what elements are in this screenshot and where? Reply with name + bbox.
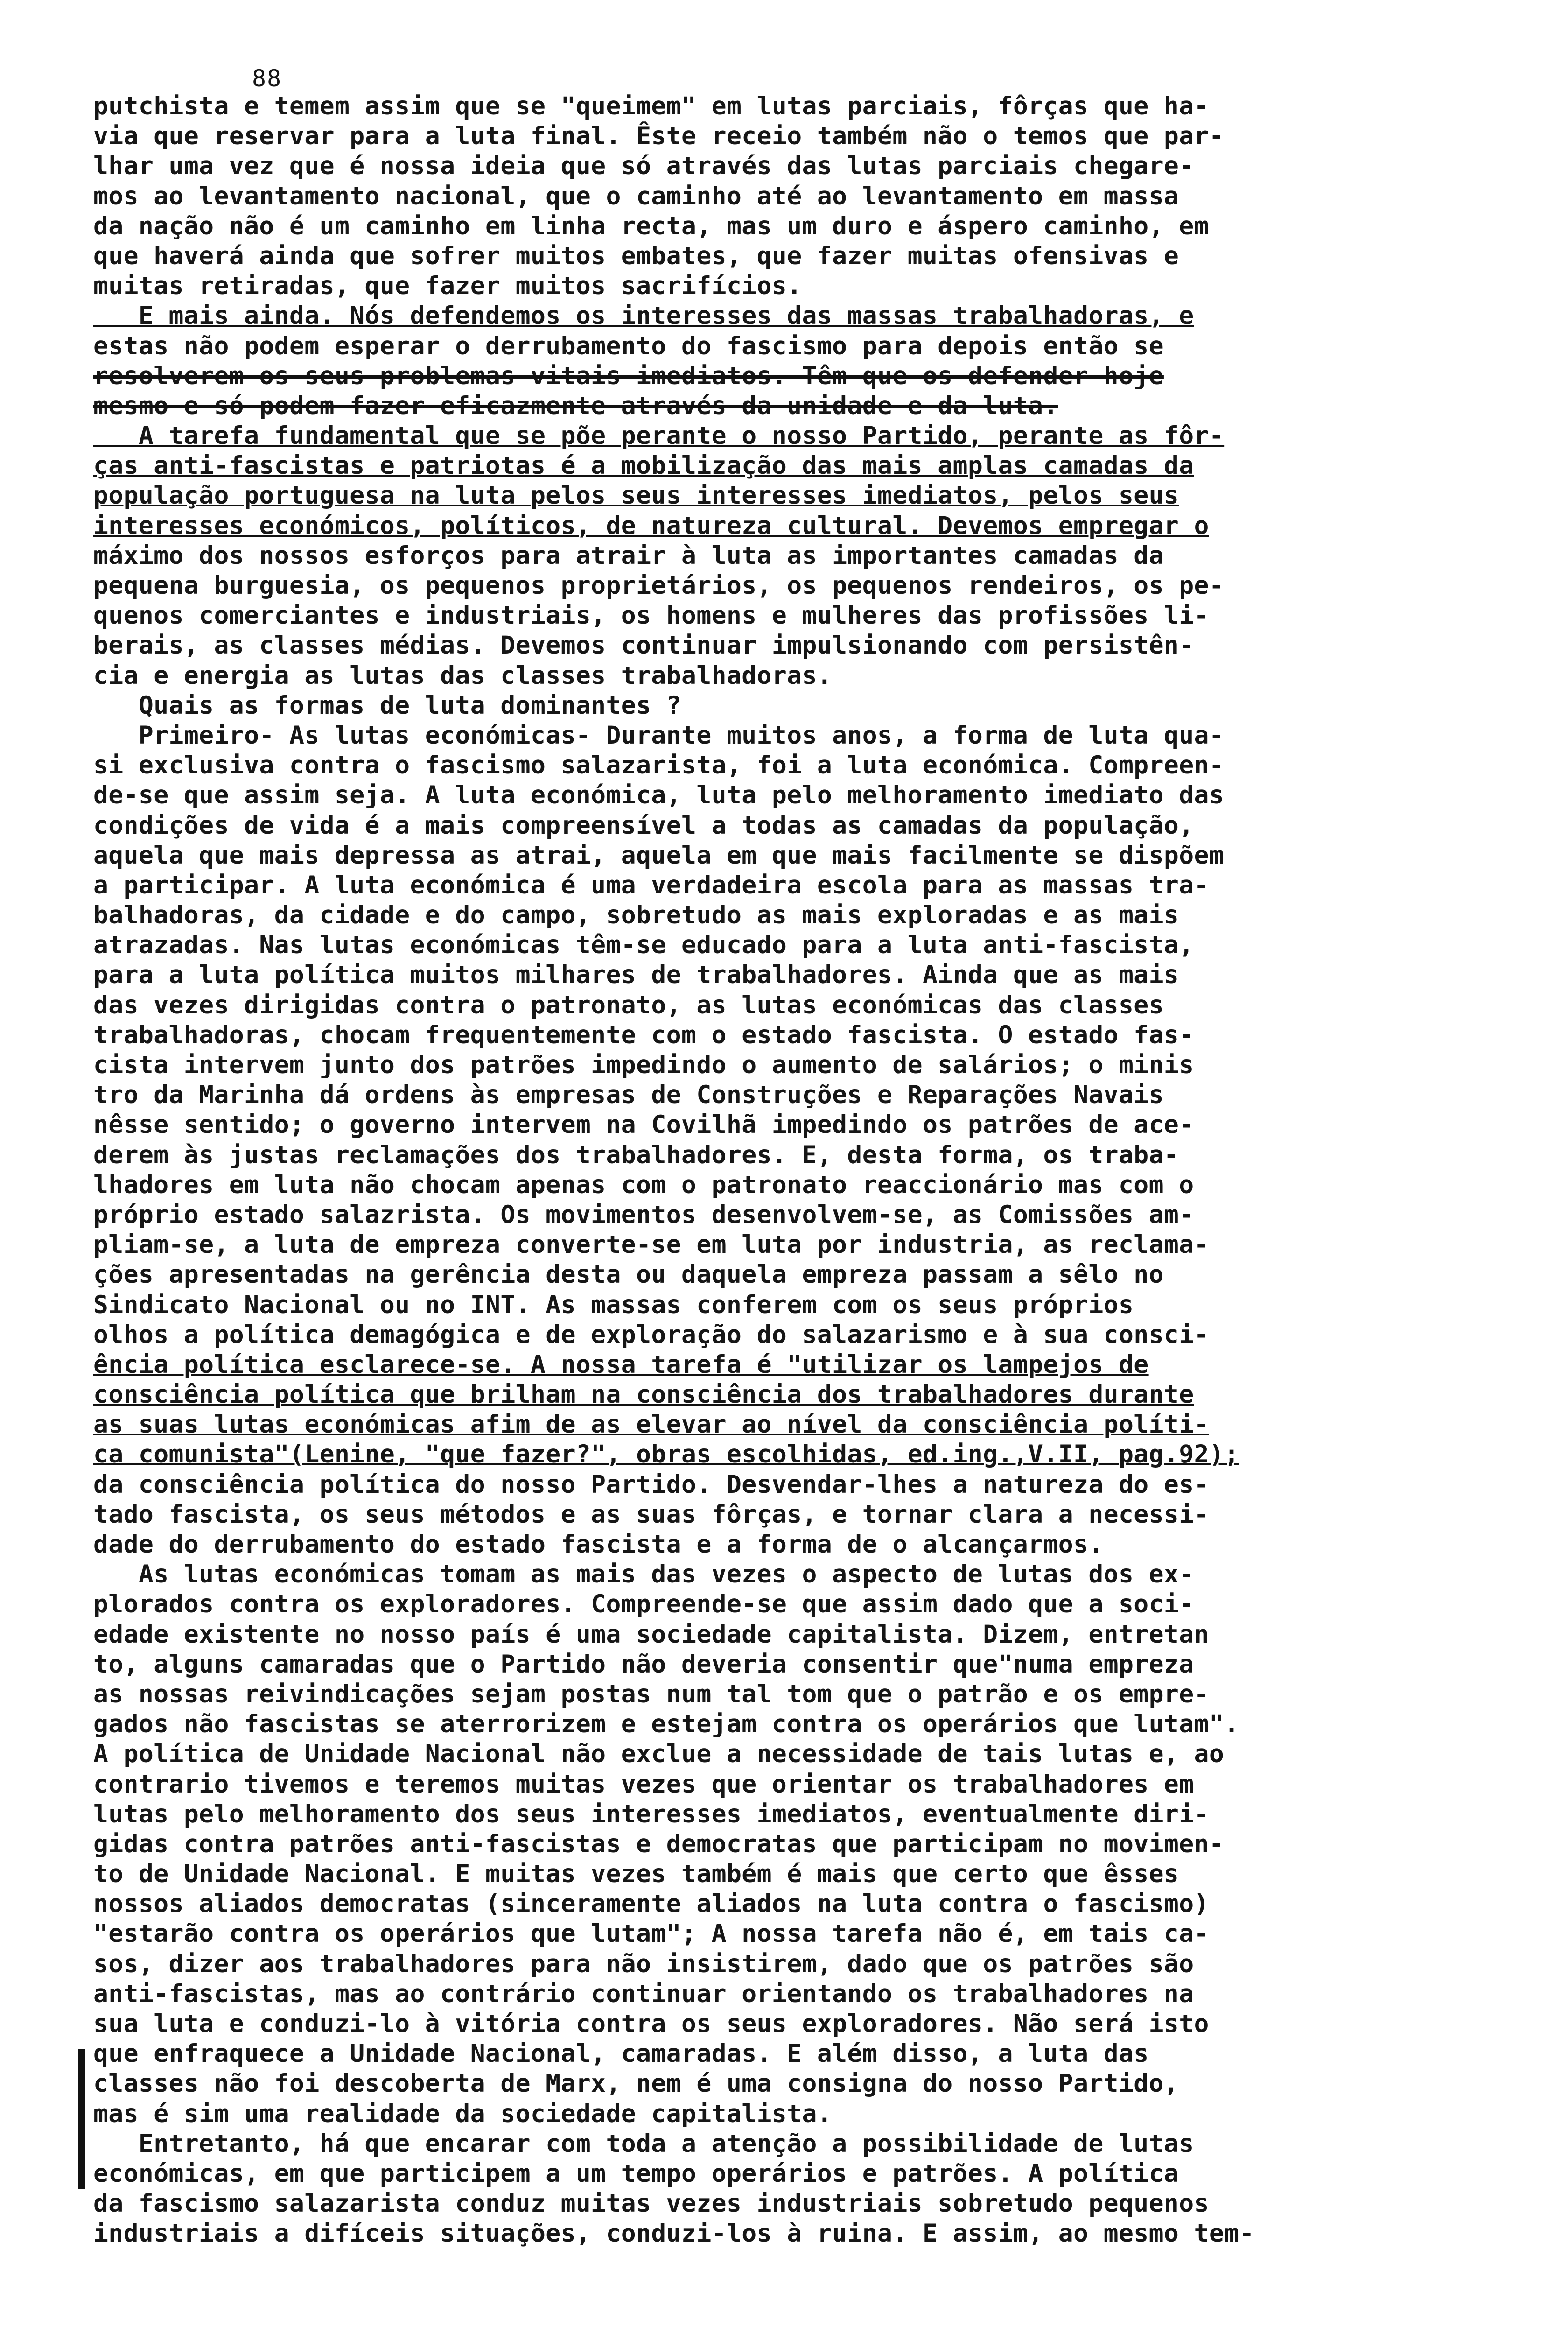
- page-number: 88: [252, 65, 282, 92]
- text-line: derem às justas reclamações dos trabalhadores. E, desta forma, os traba-: [93, 1140, 1179, 1169]
- text-line: sos, dizer aos trabalhadores para não insistirem, dado que os patrões são: [93, 1949, 1194, 1978]
- text-line: Sindicato Nacional ou no INT. As massas conferem com os seus próprios: [93, 1290, 1134, 1319]
- text-line: nêsse sentido; o governo intervem na Covilhã impedindo os patrões de ace-: [93, 1111, 1194, 1139]
- text-line: putchista e temem assim que se "queimem" em lutas parciais, fôrças que ha-: [93, 92, 1209, 120]
- text-line: resolverem os seus problemas vitais imediatos. Têm que os defender hoje: [93, 361, 1164, 390]
- text-line: cista intervem junto dos patrões impedindo o aumento de salários; o minis: [93, 1051, 1194, 1079]
- text-line: olhos a política demagógica e de exploração do salazarismo e à sua consci-: [93, 1320, 1209, 1349]
- text-line: si exclusiva contra o fascismo salazarista, foi a luta económica. Compreen-: [93, 751, 1225, 780]
- text-line: da nação não é um caminho em linha recta, mas um duro e áspero caminho, em: [93, 211, 1209, 240]
- text-line: tado fascista, os seus métodos e as suas fôrças, e tornar clara a necessi-: [93, 1500, 1209, 1529]
- text-line: aquela que mais depressa as atrai, aquela em que mais facilmente se dispõem: [93, 841, 1225, 870]
- text-line: lutas pelo melhoramento dos seus interesses imediatos, eventualmente diri-: [93, 1800, 1209, 1828]
- text-line: pequena burguesia, os pequenos proprietários, os pequenos rendeiros, os pe-: [93, 571, 1225, 600]
- text-line: mas é sim uma realidade da sociedade capitalista.: [93, 2099, 833, 2128]
- text-line: balhadoras, da cidade e do campo, sobretudo as mais exploradas e as mais: [93, 901, 1179, 930]
- text-line: de-se que assim seja. A luta económica, luta pelo melhoramento imediato das: [93, 781, 1225, 810]
- text-line: das vezes dirigidas contra o patronato, as lutas económicas das classes: [93, 991, 1164, 1019]
- text-line: que enfraquece a Unidade Nacional, camaradas. E além disso, a luta das: [93, 2039, 1149, 2068]
- text-line: cia e energia as lutas das classes trabalhadoras.: [93, 661, 833, 690]
- text-line: tro da Marinha dá ordens às empresas de Construções e Reparações Navais: [93, 1081, 1164, 1110]
- text-line: sua luta e conduzi-lo à vitória contra os seus exploradores. Não será isto: [93, 2010, 1209, 2038]
- text-line: a participar. A luta económica é uma verdadeira escola para as massas tra-: [93, 871, 1209, 900]
- text-line: A tarefa fundamental que se põe perante o nosso Partido, perante as fôr-: [93, 422, 1225, 450]
- text-line: to de Unidade Nacional. E muitas vezes também é mais que certo que êsses: [93, 1860, 1179, 1889]
- text-line: próprio estado salazrista. Os movimentos desenvolvem-se, as Comissões am-: [93, 1200, 1194, 1229]
- text-line: lhar uma vez que é nossa ideia que só através das lutas parciais chegare-: [93, 152, 1194, 181]
- text-line: condições de vida é a mais compreensível a todas as camadas da população,: [93, 811, 1194, 840]
- text-line: ções apresentadas na gerência desta ou daquela empreza passam a sêlo no: [93, 1260, 1164, 1289]
- text-line: trabalhadoras, chocam frequentemente com o estado fascista. O estado fas-: [93, 1020, 1194, 1049]
- text-line: ca comunista"(Lenine, "que fazer?", obras escolhidas, ed.ing.,V.II, pag.92);: [93, 1440, 1239, 1469]
- text-line: interesses económicos, políticos, de natureza cultural. Devemos empregar o: [93, 511, 1209, 540]
- text-line: população portuguesa na luta pelos seus interesses imediatos, pelos seus: [93, 481, 1179, 510]
- text-line: edade existente no nosso país é uma sociedade capitalista. Dizem, entretan: [93, 1620, 1209, 1649]
- text-line: as nossas reivindicações sejam postas num tal tom que o patrão e os empre-: [93, 1680, 1209, 1708]
- text-line: Quais as formas de luta dominantes ?: [93, 691, 682, 720]
- text-line: berais, as classes médias. Devemos continuar impulsionando com persistên-: [93, 631, 1194, 660]
- text-line: nossos aliados democratas (sinceramente aliados na luta contra o fascismo): [93, 1890, 1209, 1919]
- text-line: mesmo e só podem fazer eficazmente através da unidade e da luta.: [93, 391, 1058, 420]
- text-line: A política de Unidade Nacional não exclue a necessidade de tais lutas e, ao: [93, 1740, 1225, 1769]
- text-line: atrazadas. Nas lutas económicas têm-se educado para a luta anti-fascista,: [93, 931, 1194, 960]
- text-line: mos ao levantamento nacional, que o caminho até ao levantamento em massa: [93, 182, 1179, 211]
- text-line: to, alguns camaradas que o Partido não deveria consentir que"numa empreza: [93, 1650, 1194, 1679]
- text-line: pliam-se, a luta de empreza converte-se em luta por industria, as reclama-: [93, 1230, 1209, 1259]
- text-line: máximo dos nossos esforços para atrair à luta as importantes camadas da: [93, 541, 1164, 570]
- text-line: As lutas económicas tomam as mais das vezes o aspecto de lutas dos ex-: [93, 1560, 1194, 1589]
- text-line: classes não foi descoberta de Marx, nem é uma consigna do nosso Partido,: [93, 2069, 1179, 2098]
- text-line: anti-fascistas, mas ao contrário continuar orientando os trabalhadores na: [93, 1979, 1194, 2008]
- text-line: estas não podem esperar o derrubamento do fascismo para depois então se: [93, 331, 1164, 360]
- text-line: ças anti-fascistas e patriotas é a mobilização das mais amplas camadas da: [93, 451, 1194, 480]
- text-line: plorados contra os exploradores. Compreende-se que assim dado que a soci-: [93, 1590, 1194, 1619]
- text-line: industriais a difíceis situações, conduzi-los à ruina. E assim, ao mesmo tem-: [93, 2219, 1254, 2248]
- text-line: da fascismo salazarista conduz muitas vezes industriais sobretudo pequenos: [93, 2189, 1209, 2218]
- text-line: lhadores em luta não chocam apenas com o patronato reaccionário mas com o: [93, 1170, 1194, 1199]
- text-line: da consciência política do nosso Partido. Desvendar-lhes a natureza do es-: [93, 1470, 1209, 1499]
- text-line: gidas contra patrões anti-fascistas e democratas que participam no movimen-: [93, 1829, 1225, 1858]
- text-line: para a luta política muitos milhares de trabalhadores. Ainda que as mais: [93, 961, 1179, 990]
- text-line: as suas lutas económicas afim de as elevar ao nível da consciência políti-: [93, 1410, 1209, 1439]
- text-line: gados não fascistas se aterrorizem e estejam contra os operários que lutam".: [93, 1710, 1239, 1739]
- text-line: contrario tivemos e teremos muitas vezes que orientar os trabalhadores em: [93, 1770, 1194, 1799]
- text-line: dade do derrubamento do estado fascista e a forma de o alcançarmos.: [93, 1530, 1104, 1559]
- text-line: consciência política que brilham na consciência dos trabalhadores durante: [93, 1380, 1194, 1409]
- text-line: quenos comerciantes e industriais, os homens e mulheres das profissões li-: [93, 601, 1209, 630]
- text-line: "estarão contra os operários que lutam"; A nossa tarefa não é, em tais ca-: [93, 1919, 1209, 1948]
- text-line: E mais ainda. Nós defendemos os interesses das massas trabalhadoras, e: [93, 302, 1194, 330]
- text-line: Primeiro- As lutas económicas- Durante muitos anos, a forma de luta qua-: [93, 721, 1225, 750]
- text-line: Entretanto, há que encarar com toda a atenção a possibilidade de lutas: [93, 2129, 1194, 2158]
- text-line: muitas retiradas, que fazer muitos sacrifícios.: [93, 272, 802, 301]
- text-line: ência política esclarece-se. A nossa tarefa é "utilizar os lampejos de: [93, 1350, 1149, 1379]
- text-line: que haverá ainda que sofrer muitos embates, que fazer muitas ofensivas e: [93, 241, 1179, 270]
- text-line: via que reservar para a luta final. Êste receio também não o temos que par-: [93, 122, 1225, 151]
- body-text: [93, 91, 1475, 2249]
- text-line: económicas, em que participem a um tempo operários e patrões. A política: [93, 2159, 1179, 2188]
- margin-mark: [78, 2049, 85, 2189]
